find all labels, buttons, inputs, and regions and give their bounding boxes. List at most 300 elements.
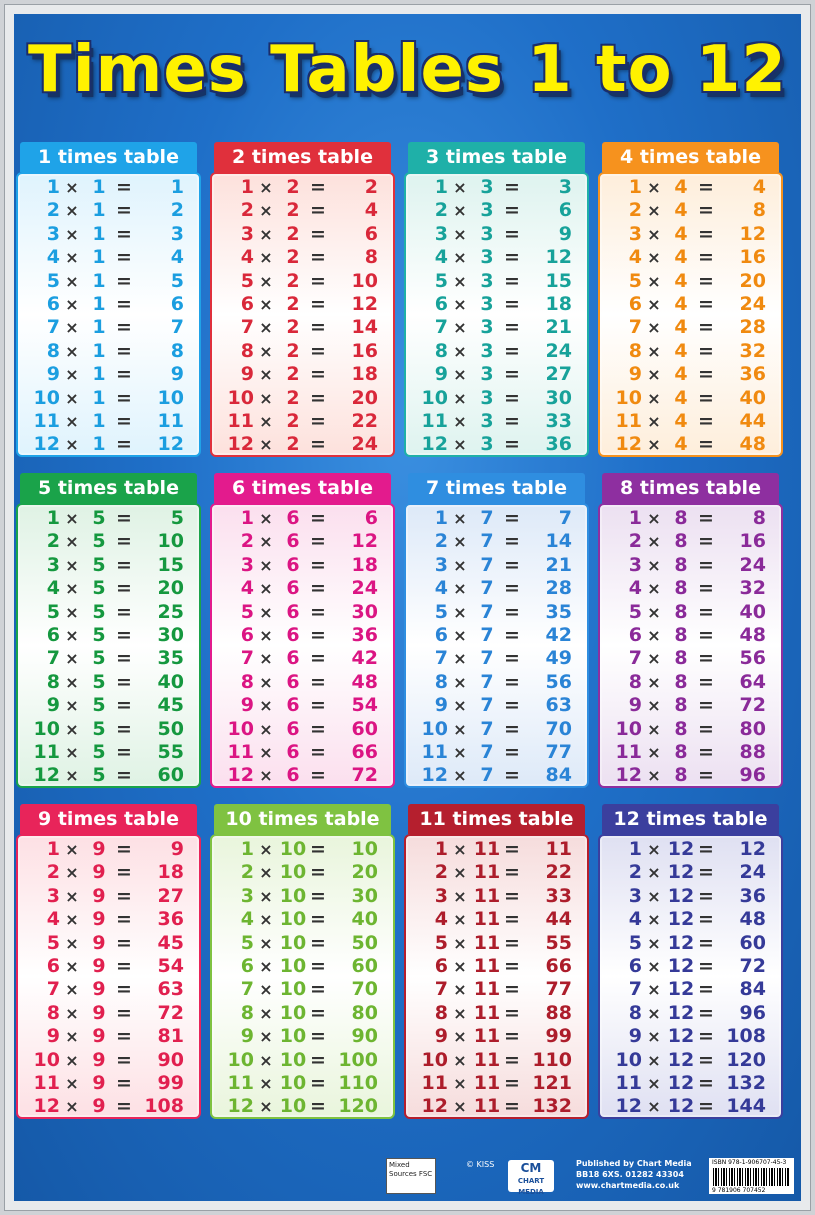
table-row <box>212 507 393 530</box>
equals-sign: = <box>310 694 326 717</box>
multiplier: 7 <box>240 978 254 1001</box>
table-row <box>600 838 781 861</box>
equals-sign: = <box>504 908 520 931</box>
multiplicand: 2 <box>286 246 300 269</box>
publisher-info <box>576 1158 692 1191</box>
equals-sign: = <box>116 838 132 860</box>
multiplier: 3 <box>434 553 448 576</box>
multiplier: 3 <box>46 553 60 576</box>
multiplicand: 10 <box>279 978 307 1001</box>
multiplicand: 5 <box>92 694 106 717</box>
multiplicand: 7 <box>480 577 494 600</box>
multiplicand: 11 <box>473 1001 501 1024</box>
times-sign: × <box>453 341 467 361</box>
equals-sign: = <box>698 764 714 787</box>
multiplier: 6 <box>434 954 448 977</box>
multiplicand: 8 <box>674 717 688 740</box>
equals-sign: = <box>504 740 520 763</box>
product: 33 <box>545 409 572 432</box>
product: 21 <box>545 553 572 576</box>
table-heading: 9 times table <box>20 804 197 834</box>
product: 72 <box>157 1001 184 1024</box>
table-row <box>406 694 587 717</box>
product: 10 <box>157 530 184 553</box>
times-sign: × <box>647 509 661 528</box>
multiplier: 7 <box>628 647 642 670</box>
table-row <box>212 885 393 908</box>
product: 84 <box>545 764 572 787</box>
equals-sign: = <box>504 316 520 339</box>
equals-sign: = <box>698 339 714 362</box>
times-sign: × <box>453 672 467 692</box>
kiss-mark: © KISS <box>466 1160 495 1169</box>
product: 24 <box>351 433 378 456</box>
times-sign: × <box>453 435 467 455</box>
equals-sign: = <box>504 670 520 693</box>
table-row <box>18 1072 199 1095</box>
multiplier: 9 <box>434 363 448 386</box>
equals-sign: = <box>698 931 714 954</box>
product: 6 <box>558 199 572 222</box>
product: 3 <box>170 222 184 245</box>
equals-sign: = <box>116 647 132 670</box>
multiplicand: 10 <box>279 861 307 884</box>
table-row <box>600 223 781 246</box>
multiplier: 8 <box>434 1001 448 1024</box>
table-panel-2 <box>210 142 395 457</box>
multiplier: 11 <box>227 1071 254 1094</box>
multiplier: 7 <box>240 647 254 670</box>
multiplier: 1 <box>240 507 254 529</box>
times-sign: × <box>647 625 661 645</box>
multiplicand: 10 <box>279 1025 307 1048</box>
equals-sign: = <box>504 1048 520 1071</box>
multiplier: 4 <box>46 246 60 269</box>
times-sign: × <box>65 933 79 953</box>
equals-sign: = <box>310 838 326 860</box>
table-body <box>210 834 395 1119</box>
product: 25 <box>157 600 184 623</box>
table-row <box>600 908 781 931</box>
table-row <box>18 838 199 861</box>
equals-sign: = <box>698 292 714 315</box>
times-sign: × <box>453 933 467 953</box>
times-sign: × <box>65 201 79 221</box>
multiplicand: 5 <box>92 764 106 787</box>
product: 4 <box>752 176 766 198</box>
times-sign: × <box>647 1027 661 1047</box>
table-row <box>18 530 199 553</box>
multiplicand: 9 <box>92 1001 106 1024</box>
multiplicand: 2 <box>286 292 300 315</box>
multiplicand: 2 <box>286 363 300 386</box>
product: 9 <box>170 838 184 860</box>
equals-sign: = <box>698 269 714 292</box>
equals-sign: = <box>698 433 714 456</box>
table-row <box>18 647 199 670</box>
times-sign: × <box>65 719 79 739</box>
table-row <box>600 1025 781 1048</box>
equals-sign: = <box>116 176 132 198</box>
times-sign: × <box>647 933 661 953</box>
table-row <box>18 1095 199 1118</box>
product: 15 <box>157 553 184 576</box>
multiplier: 8 <box>434 339 448 362</box>
product: 28 <box>739 316 766 339</box>
multiplicand: 4 <box>674 176 688 198</box>
table-row <box>212 908 393 931</box>
table-row <box>406 270 587 293</box>
times-sign: × <box>647 766 661 786</box>
multiplicand: 6 <box>286 764 300 787</box>
multiplier: 5 <box>46 931 60 954</box>
product: 80 <box>739 717 766 740</box>
equals-sign: = <box>504 694 520 717</box>
multiplicand: 8 <box>674 507 688 529</box>
multiplicand: 11 <box>473 1025 501 1048</box>
multiplicand: 8 <box>674 694 688 717</box>
multiplier: 2 <box>240 199 254 222</box>
product: 16 <box>351 339 378 362</box>
product: 30 <box>157 623 184 646</box>
multiplier: 1 <box>434 176 448 198</box>
equals-sign: = <box>116 386 132 409</box>
equals-sign: = <box>504 176 520 198</box>
table-row <box>18 955 199 978</box>
multiplicand: 1 <box>92 316 106 339</box>
multiplier: 5 <box>434 931 448 954</box>
multiplier: 12 <box>33 764 60 787</box>
table-row <box>18 577 199 600</box>
multiplier: 2 <box>628 861 642 884</box>
equals-sign: = <box>116 530 132 553</box>
equals-sign: = <box>504 269 520 292</box>
table-row <box>406 718 587 741</box>
multiplicand: 2 <box>286 269 300 292</box>
equals-sign: = <box>310 978 326 1001</box>
times-sign: × <box>65 178 79 197</box>
multiplier: 4 <box>628 577 642 600</box>
table-row <box>212 861 393 884</box>
product: 22 <box>351 409 378 432</box>
table-row <box>212 624 393 647</box>
multiplicand: 1 <box>92 363 106 386</box>
table-row <box>600 554 781 577</box>
multiplier: 1 <box>628 176 642 198</box>
times-sign: × <box>453 980 467 1000</box>
multiplier: 12 <box>421 433 448 456</box>
table-row <box>18 1002 199 1025</box>
equals-sign: = <box>698 1095 714 1118</box>
multiplicand: 12 <box>667 1001 695 1024</box>
equals-sign: = <box>698 199 714 222</box>
times-sign: × <box>647 742 661 762</box>
equals-sign: = <box>310 1095 326 1118</box>
multiplicand: 3 <box>480 316 494 339</box>
equals-sign: = <box>698 1071 714 1094</box>
table-row <box>18 718 199 741</box>
times-sign: × <box>65 509 79 528</box>
multiplier: 4 <box>240 246 254 269</box>
multiplier: 5 <box>434 600 448 623</box>
equals-sign: = <box>310 246 326 269</box>
multiplicand: 2 <box>286 199 300 222</box>
multiplier: 8 <box>240 670 254 693</box>
multiplier: 11 <box>615 740 642 763</box>
multiplicand: 8 <box>674 553 688 576</box>
equals-sign: = <box>116 954 132 977</box>
multiplicand: 10 <box>279 884 307 907</box>
multiplicand: 9 <box>92 838 106 860</box>
chart-media-logo <box>508 1160 554 1196</box>
equals-sign: = <box>504 600 520 623</box>
product: 96 <box>739 1001 766 1024</box>
table-row <box>600 176 781 199</box>
equals-sign: = <box>698 530 714 553</box>
table-row <box>212 1049 393 1072</box>
product: 30 <box>351 884 378 907</box>
multiplier: 8 <box>628 670 642 693</box>
product: 100 <box>338 1048 378 1071</box>
times-sign: × <box>453 910 467 930</box>
multiplier: 11 <box>33 409 60 432</box>
times-sign: × <box>259 201 273 221</box>
multiplicand: 3 <box>480 292 494 315</box>
table-row <box>212 270 393 293</box>
equals-sign: = <box>504 764 520 787</box>
equals-sign: = <box>504 623 520 646</box>
times-sign: × <box>65 532 79 552</box>
equals-sign: = <box>116 577 132 600</box>
multiplier: 6 <box>240 954 254 977</box>
table-row <box>600 1049 781 1072</box>
product: 56 <box>545 670 572 693</box>
product: 5 <box>170 269 184 292</box>
times-sign: × <box>65 602 79 622</box>
product: 40 <box>739 600 766 623</box>
product: 70 <box>351 978 378 1001</box>
multiplier: 12 <box>227 764 254 787</box>
table-row <box>600 764 781 787</box>
multiplicand: 10 <box>279 1048 307 1071</box>
multiplier: 9 <box>46 363 60 386</box>
equals-sign: = <box>698 954 714 977</box>
times-sign: × <box>259 1050 273 1070</box>
times-sign: × <box>453 555 467 575</box>
table-row <box>600 1072 781 1095</box>
times-sign: × <box>259 933 273 953</box>
times-sign: × <box>259 365 273 385</box>
times-sign: × <box>259 555 273 575</box>
table-row <box>212 246 393 269</box>
times-sign: × <box>65 435 79 455</box>
table-row <box>600 293 781 316</box>
times-sign: × <box>65 1097 79 1117</box>
times-sign: × <box>259 1097 273 1117</box>
barcode-lines <box>713 1168 790 1186</box>
product: 36 <box>545 433 572 456</box>
times-sign: × <box>65 863 79 883</box>
table-row <box>600 577 781 600</box>
equals-sign: = <box>504 433 520 456</box>
table-row <box>212 1072 393 1095</box>
table-body <box>598 503 783 788</box>
times-sign: × <box>259 411 273 431</box>
times-sign: × <box>65 886 79 906</box>
product: 72 <box>351 764 378 787</box>
multiplicand: 5 <box>92 553 106 576</box>
table-panel-11 <box>404 804 589 1119</box>
product: 7 <box>170 316 184 339</box>
table-row <box>212 1095 393 1118</box>
multiplicand: 1 <box>92 386 106 409</box>
multiplicand: 9 <box>92 1071 106 1094</box>
table-heading: 12 times table <box>602 804 779 834</box>
multiplicand: 12 <box>667 908 695 931</box>
product: 54 <box>351 694 378 717</box>
product: 20 <box>351 386 378 409</box>
equals-sign: = <box>698 246 714 269</box>
multiplier: 11 <box>227 740 254 763</box>
equals-sign: = <box>504 386 520 409</box>
table-row <box>406 1002 587 1025</box>
product: 70 <box>545 717 572 740</box>
multiplicand: 4 <box>674 316 688 339</box>
multiplier: 5 <box>240 600 254 623</box>
equals-sign: = <box>504 553 520 576</box>
product: 24 <box>739 292 766 315</box>
equals-sign: = <box>310 740 326 763</box>
product: 1 <box>170 176 184 198</box>
multiplier: 10 <box>421 717 448 740</box>
equals-sign: = <box>504 861 520 884</box>
multiplicand: 5 <box>92 670 106 693</box>
times-sign: × <box>647 980 661 1000</box>
multiplier: 10 <box>227 1048 254 1071</box>
equals-sign: = <box>310 553 326 576</box>
product: 12 <box>157 433 184 456</box>
multiplier: 9 <box>628 1025 642 1048</box>
product: 20 <box>351 861 378 884</box>
table-row <box>18 363 199 386</box>
multiplicand: 12 <box>667 931 695 954</box>
multiplicand: 9 <box>92 884 106 907</box>
multiplicand: 2 <box>286 176 300 198</box>
multiplier: 3 <box>434 222 448 245</box>
times-sign: × <box>259 886 273 906</box>
equals-sign: = <box>116 246 132 269</box>
multiplier: 8 <box>240 1001 254 1024</box>
product: 48 <box>739 908 766 931</box>
multiplier: 4 <box>46 908 60 931</box>
multiplicand: 11 <box>473 1095 501 1118</box>
product: 44 <box>739 409 766 432</box>
multiplicand: 12 <box>667 884 695 907</box>
publisher-line: Published by Chart Media <box>576 1159 692 1168</box>
multiplicand: 7 <box>480 670 494 693</box>
multiplicand: 10 <box>279 838 307 860</box>
multiplicand: 10 <box>279 1001 307 1024</box>
times-sign: × <box>65 840 79 859</box>
equals-sign: = <box>698 507 714 529</box>
multiplier: 10 <box>421 1048 448 1071</box>
table-row <box>18 246 199 269</box>
equals-sign: = <box>116 1048 132 1071</box>
table-row <box>212 199 393 222</box>
equals-sign: = <box>116 694 132 717</box>
multiplier: 4 <box>434 908 448 931</box>
table-row <box>18 507 199 530</box>
equals-sign: = <box>310 670 326 693</box>
times-sign: × <box>647 1097 661 1117</box>
table-heading: 2 times table <box>214 142 391 172</box>
times-sign: × <box>453 271 467 291</box>
multiplier: 10 <box>227 386 254 409</box>
multiplier: 5 <box>628 269 642 292</box>
product: 42 <box>545 623 572 646</box>
multiplier: 7 <box>434 647 448 670</box>
multiplier: 3 <box>240 553 254 576</box>
equals-sign: = <box>504 1071 520 1094</box>
table-row <box>406 199 587 222</box>
multiplicand: 10 <box>279 954 307 977</box>
product: 108 <box>726 1025 766 1048</box>
times-sign: × <box>453 696 467 716</box>
equals-sign: = <box>116 600 132 623</box>
times-sign: × <box>453 956 467 976</box>
multiplier: 3 <box>628 222 642 245</box>
multiplicand: 7 <box>480 694 494 717</box>
table-heading: 5 times table <box>20 473 197 503</box>
equals-sign: = <box>698 386 714 409</box>
equals-sign: = <box>698 694 714 717</box>
multiplicand: 9 <box>92 1095 106 1118</box>
table-row <box>406 601 587 624</box>
equals-sign: = <box>310 1001 326 1024</box>
table-row <box>18 694 199 717</box>
product: 36 <box>739 363 766 386</box>
table-body <box>16 834 201 1119</box>
multiplier: 11 <box>33 740 60 763</box>
multiplier: 6 <box>46 954 60 977</box>
multiplicand: 10 <box>279 1095 307 1118</box>
product: 55 <box>157 740 184 763</box>
multiplicand: 7 <box>480 647 494 670</box>
times-sign: × <box>259 980 273 1000</box>
multiplicand: 6 <box>286 600 300 623</box>
times-sign: × <box>259 509 273 528</box>
equals-sign: = <box>116 931 132 954</box>
table-row <box>600 885 781 908</box>
equals-sign: = <box>116 269 132 292</box>
table-row <box>600 955 781 978</box>
equals-sign: = <box>310 908 326 931</box>
multiplicand: 1 <box>92 433 106 456</box>
product: 7 <box>558 507 572 529</box>
equals-sign: = <box>116 717 132 740</box>
multiplicand: 5 <box>92 647 106 670</box>
table-row <box>18 410 199 433</box>
table-row <box>406 978 587 1001</box>
table-panel-12 <box>598 804 783 1119</box>
multiplicand: 1 <box>92 339 106 362</box>
product: 90 <box>351 1025 378 1048</box>
product: 4 <box>364 199 378 222</box>
multiplicand: 11 <box>473 978 501 1001</box>
multiplicand: 3 <box>480 269 494 292</box>
times-sign: × <box>259 318 273 338</box>
multiplier: 8 <box>628 339 642 362</box>
